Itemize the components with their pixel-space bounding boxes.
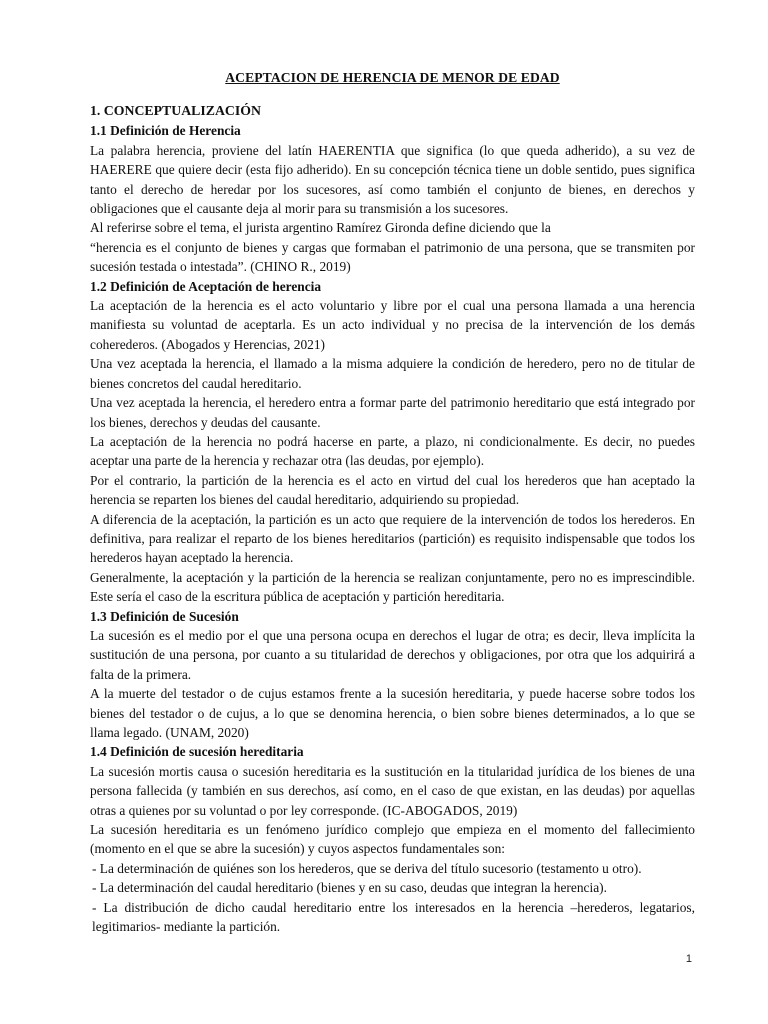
page-number: 1 xyxy=(685,953,692,965)
subsection-heading-sucesion: 1.3 Definición de Sucesión xyxy=(90,608,239,624)
section-heading-conceptualizacion: 1. CONCEPTUALIZACIÓN xyxy=(90,103,261,119)
paragraph: La aceptación de la herencia es el acto voluntario y libre por el cual una persona llamada a una herencia manifiesta su voluntad de aceptarla. Es un acto individual y no precisa de la intervención de los demás coherederos. (Abogados y Herencias, 2021) xyxy=(90,298,695,352)
paragraph: Una vez aceptada la herencia, el llamado a la misma adquiere la condición de heredero, pero no de titular de bienes concretos del caudal hereditario. xyxy=(90,356,695,391)
subsection-heading-aceptacion: 1.2 Definición de Aceptación de herencia xyxy=(90,278,322,294)
paragraph: La sucesión hereditaria es un fenómeno jurídico complejo que empieza en el momento del fallecimiento (momento en el que se abre la sucesión) y cuyos aspectos fundamentales son: xyxy=(90,822,695,857)
subsection-heading-sucesion-hereditaria: 1.4 Definición de sucesión hereditaria xyxy=(90,744,304,760)
document-title: ACEPTACION DE HERENCIA DE MENOR DE EDAD xyxy=(225,70,560,85)
paragraph: A diferencia de la aceptación, la partición es un acto que requiere de la intervención de todos los herederos. En definitiva, para realizar el reparto de los bienes hereditarios (partición) es requisito indispensable que todos los herederos hayan aceptado la herencia. xyxy=(90,511,695,566)
paragraph: La palabra herencia, proviene del latín HAERENTIA que significa (lo que queda adherido), a su vez de HAERERE que quiere decir (esta fijo adherido). En su concepción técnica tiene un doble sentido, pues significa tanto el derecho de heredar por los sucesores, así como también el conjunto de bienes, en derechos y obligaciones que el causante deja al morir para su transmisión a los sucesores. xyxy=(90,142,695,217)
list-item: - La determinación del caudal hereditario (bienes y en su caso, deudas que integran la herencia). xyxy=(92,880,607,896)
subsection-heading-herencia: 1.1 Definición de Herencia xyxy=(90,123,241,139)
list-item: - La distribución de dicho caudal hereditario entre los interesados en la herencia –herederos, legatarios, legitimarios- mediante la partición. xyxy=(92,899,695,935)
quote-paragraph: “herencia es el conjunto de bienes y cargas que formaban el patrimonio de una persona, que se transmiten por sucesión testada o intestada”. (CHINO R., 2019) xyxy=(90,239,695,275)
paragraph: Al referirse sobre el tema, el jurista argentino Ramírez Gironda define diciendo que la xyxy=(90,220,551,236)
paragraph: La sucesión es el medio por el que una persona ocupa en derechos el lugar de otra; es decir, lleva implícita la sustitución de una persona, por cuanto a su titularidad de derechos y obligaciones, por otra que los adquirirá a falta de la primera. xyxy=(90,627,695,682)
paragraph: La aceptación de la herencia no podrá hacerse en parte, a plazo, ni condicionalmente. Es decir, no puedes aceptar una parte de la herencia y rechazar otra (las deudas, por ejemplo). xyxy=(90,433,695,469)
list-item: - La determinación de quiénes son los herederos, que se deriva del título sucesorio (testamento u otro). xyxy=(92,860,642,876)
paragraph: A la muerte del testador o de cujus estamos frente a la sucesión hereditaria, y puede hacerse sobre todos los bienes del testador o de cujus, a lo que se denomina herencia, o bien sobre bienes determinados, a lo que se llama legado. (UNAM, 2020) xyxy=(90,686,695,740)
paragraph: Por el contrario, la partición de la herencia es el acto en virtud del cual los herederos que han aceptado la herencia se reparten los bienes del caudal hereditario, adquiriendo su propiedad. xyxy=(90,472,695,508)
paragraph: La sucesión mortis causa o sucesión hereditaria es la sustitución en la titularidad jurídica de los bienes de una persona fallecida (y también en sus derechos, así como, en el caso de que existan, en las deudas) por aquellas otras a quienes por su voluntad o por ley corresponde. (IC-ABOGADOS, 2019) xyxy=(90,763,695,818)
paragraph: Una vez aceptada la herencia, el heredero entra a formar parte del patrimonio hereditario que está integrado por los bienes, derechos y deudas del causante. xyxy=(90,395,695,430)
paragraph: Generalmente, la aceptación y la partición de la herencia se realizan conjuntamente, pero no es imprescindible. Este sería el caso de la escritura pública de aceptación y partición hereditaria. xyxy=(90,569,695,605)
